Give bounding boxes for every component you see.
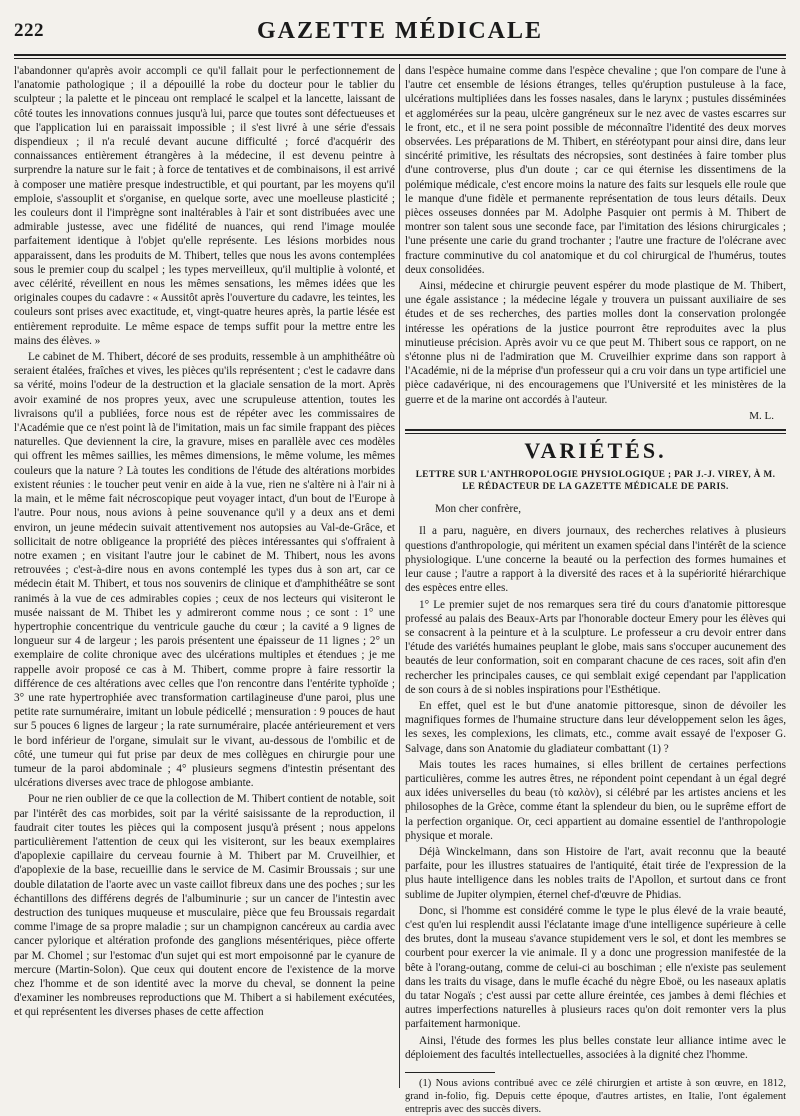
article-paragraph: l'abandonner qu'après avoir accompli ce qu'il fallait pour le perfectionnement de l'anatomie pathologique ; il a dépouillé la robe du docteur pour le tablier du sculpteur ; la palette et le pinceau ont remplacé le scalpel et la lancette, laissant de côté toutes les innovations connues jusqu'à lui, parce que toutes sont défectueuses et que l'application lui en paraissait impossible ; il s'est livré à une série d'essais dispendieux ; il n'a reculé devant aucune difficulté ; forcé d'acquérir des connaissances entièrement étrangères à la médecine, il est devenu peintre à surprendre la nature sur le fait ; à force de tentatives et de combinaisons, il est arrivé à composer une matière presque indestructible, et qui pourtant, par les moyens qu'il emploie, s'assouplit et s'organise, en quelque sorte, avec une moelleuse plasticité ; les couleurs dont il l'imprègne sont inaltérables à l'air et sont distribuées avec une admirable justesse, avec une fidélité de nuances, qui rend l'image moulée parfaitement identique à l'objet qu'elle représente. Les lésions morbides nous apparaissent, dans les produits de M. Thibert, telles que nous les avons contemplées sous le premier coup du scalpel ; les types merveilleux, qu'il multiplie à volonté, et avec célérité, réveillent en nous les mêmes sensations, les mêmes idées que les originales coupes du cadavre : « Aussitôt après l'ouverture du cadavre, les teintes, les couleurs sont prises avec exactitude, et, vingt-quatre heures après, la partie lésée est entièrement reproduite. Le même espace de temps suffit pour la mettre entre les mains des élèves. »: [14, 65, 395, 347]
author-signature: M. L.: [749, 409, 774, 422]
footnote: (1) Nous avions contribué avec ce zélé chirurgien et artiste à son œuvre, en 1812, grand in-folio, fig. Depuis cette époque, d'autres artistes, en Italie, l'ont également entrepris avec des succès divers.: [405, 1078, 786, 1115]
page-header: [14, 14, 786, 60]
letter-paragraph: Donc, si l'homme est considéré comme le type le plus élevé de la vraie beauté, c'est qu'en lui resplendit aussi l'éclatante image d'une intelligence supérieure à celle des brutes, dont la museau s'avance stupidement vers le sol, et dont les membres se courbent pour exercer la vie animale. Il y a donc une progression manifestée de la bête à l'orang-outang, comme de celui-ci au boschiman ; elle n'existe pas seulement dans les traits du visage, dans le mufle écaché du nègre Eboë, ou les naseaux aplatis du tatar Nogaïs ; c'est aussi par cette allure éreintée, ces jambes à demi fléchies et autres imperfections naturelles à plusieurs races qu'on doit remonter vers la plus parfaitement harmonique.: [405, 904, 786, 1031]
masthead-title: GAZETTE MÉDICALE: [256, 18, 544, 44]
letter-title: LETTRE SUR L'ANTHROPOLOGIE PHYSIOLOGIQUE ; PAR J.-J. VIREY, À M. LE RÉDACTEUR DE LA GAZETTE MÉDICALE DE PARIS.: [415, 469, 776, 492]
header-rule: [14, 54, 786, 56]
footnote-rule: [405, 1072, 495, 1073]
article-paragraph: dans l'espèce humaine comme dans l'espèce chevaline ; que l'on compare de l'une à l'autre cet ensemble de lésions étranges, telles qu'éruption pustuleuse à la face, ulcérations multipliées dans les fosses nasales, dans le larynx ; pustules disséminées et agglomérées sur la peau, ulcère gangréneux sur le nez avec de vastes escarres sur le front, etc., et il ne sera point possible de méconnaître l'identité des deux morves observées. Les préparations de M. Thibert, en stéréotypant pour ainsi dire, dans leur sincérité primitive, les résultats des nécropsies, sont destinées à faire tomber plus d'une controverse, plus d'un doute ; car ce qui éternise les dissentimens de la polémique médicale, c'est encore moins la nature des faits sur lesquels elle roule que le manque d'une fidèle et permanente représentation de tous leurs détails. Deux pièces osseuses données par M. Adolphe Pasquier ont permis à M. Thibert de montrer son talent sous une seconde face, par l'imitation des lésions chirurgicales ; l'une présente une carie du grand trochanter ; l'autre une fracture de l'olécrane avec fracture comminutive du col anatomique et du col chirurgical de l'humérus, toutes deux consolidées.: [405, 65, 786, 276]
article-paragraph: Pour ne rien oublier de ce que la collection de M. Thibert contient de notable, soit par l'intérêt des cas morbides, soit par la vérité saisissante de la reproduction, il faudrait citer toutes les pièces qui la composent jusqu'à présent ; nous appelons particulièrement l'attention de ceux qui les visiteront, sur les beaux exemplaires d'apoplexie capillaire du cerveau fournie à M. Thibert par M. Cruveilhier, et d'apoplexie de la base, recueillie dans le service de M. Casimir Broussais ; sur une double dilatation de l'aorte avec un vaste caillot fibreux dans une des poches ; sur les échantillons des différens degrés de l'albuminurie ; sur un cancer de l'intestin avec destruction des tuniques muqueuse et musculaire, pièce que feu Broussais regardait comme l'image de sa propre maladie ; sur un champignon cancéreux au cardia avec cancer pylorique et altération profonde des ganglions mésentériques, pièce offerte par M. Chomel ; sur l'estomac d'un sujet qui est mort empoisonné par le cyanure de mercure (Martin-Solon). Que ceux qui doutent encore de l'existence de la morve chez l'homme et de son identité avec la morve du cheval, se donnent la peine d'examiner les nombreuses reproductions que M. Thibert a si habilement exécutées, et qui représentent les diverses phases de cette affection: [14, 793, 395, 1019]
section-rule: [405, 429, 786, 431]
letter-paragraph: Mais toutes les races humaines, si elles brillent de certaines perfections particulières, comme les autres êtres, ne répondent point cependant à un égal degré aux idées universelles du beau (τὸ καλὸν), si célébré par les artistes anciens et les philosophes de la Grèce, comme étant la splendeur du bien, ou le suprême effort de la perfection organique. Or, ceci appartient au domaine essentiel de l'anthropologie physique et morale.: [405, 758, 786, 842]
article-paragraph: Le cabinet de M. Thibert, décoré de ses produits, ressemble à un amphithéâtre où seraient étalées, fraîches et vives, les pièces qu'ils représentent ; c'est le cadavre dans sa vérité, moins l'odeur de la destruction et la glaciale sensation de la mort. Après avoir examiné de nos propres yeux, avec une scrupuleuse attention, toutes les livraisons qu'il a publiées, force nous est de répéter avec les commissaires de l'Académie que ce n'est point là de l'imitation, mais un fac simile frappant des pièces naturelles. Que deviennent la cire, la gravure, mises en parallèle avec ces modèles qui offrent les mêmes saillies, les mêmes dimensions, le même volume, les mêmes couleurs que la nature ? Là toutes les conditions de l'étude des altérations morbides existent réunies : le toucher peut venir en aide à la vue, rien ne s'altère ni à l'air ni à la main, et le même fait nécroscopique peut voyager intact, d'un bout de l'Europe à l'autre. Pour nous, nous avions à peine souvenance qu'il y a deux ans et demi environ, un jeune médecin suivait attentivement nos autopsies au Val-de-Grâce, et sollicitait de notre obligeance la propriété des pièces intéressantes qui s'offraient à notre examen ; en visitant l'autre jour le cabinet de M. Thibert, nous les avons retrouvées ; c'est-à-dire nous en avons contemplé les types dus à son art, car ce médecin était M. Thibert, et tous nos souvenirs de clinique et d'amphithéâtre se sont ranimés à la vue de ces admirables copies ; ceux de nos lecteurs qui visiteront le musée naissant de M. Thibet les y admireront comme nous ; ce sont : 1° une hypertrophie concentrique du ventricule gauche du cœur ; la cavité a 9 lignes de longueur sur 4 de largeur ; les parois présentent une épaisseur de 11 lignes ; 2° un exemplaire de colite chronique avec des ulcérations multiples et étendues ; je me rappelle avoir proposé ce cas à M. Thibert, comme propre à faire ressortir la différence de ces altérations avec celles que l'on rencontre dans l'entérite typhoïde ; 3° une rate hypertrophiée avec transformation cartilagineuse d'une paroi, plus une petite rate surnuméraire, imitant un lobule pédicellé ; mensuration : 9 pouces de haut sur 5 pouces 6 lignes de largeur ; la rate surnuméraire, placée antérieurement et vers le bord inférieur de l'organe, simulait sur le vivant, au-dessous de l'ombilic et de côté, une tumeur qui fut prise par deux de mes collègues en chirurgie pour une tumeur de la paroi abdominale ; 4° plusieurs segmens d'intestin présentant des ulcérations diverses avec trace de phlogose ambiante.: [14, 351, 395, 790]
letter-paragraph: Déjà Winckelmann, dans son Histoire de l'art, avait reconnu que la beauté parfaite, pour les illustres statuaires de l'antiquité, était tirée de l'expression de la plus haute intelligence dans les nobles traits de l'Apollon, et surtout dans ce front sublime de Jupiter olympien, éternel chef-d'œuvre de Phidias.: [405, 845, 786, 901]
letter-paragraph: Ainsi, l'étude des formes les plus belles constate leur alliance intime avec le déploiement des facultés intellectuelles, associées à la dignité chez l'homme.: [405, 1034, 786, 1061]
article-paragraph: Ainsi, médecine et chirurgie peuvent espérer du mode plastique de M. Thibert, une égale assistance ; la médecine légale y trouvera un puissant auxiliaire de ses études et de ses recherches, des parties molles dont la conservation prolongée intéresse les opérations de la justice pourront être reproduites avec la plus minutieuse précision. Après avoir vu ce que peut M. Thibert sous ce rapport, on ne s'étonne plus ni de l'admiration que M. Cruveilhier exprime dans son rapport à l'Académie, ni de la méprise d'un professeur qui a cru voir dans un type artificiel une pièce cadavérique, ni des encouragemens que l'Université et les ministères de la guerre et de la marine ont accordés à l'auteur.: [405, 280, 786, 406]
left-column: [14, 64, 395, 1088]
letter-paragraph: 1° Le premier sujet de nos remarques sera tiré du cours d'anatomie pittoresque professé au palais des Beaux-Arts par l'honorable docteur Emery pour les élèves qui se consacrent à la peinture et à la sculpture. Le professeur a cru devoir entrer dans l'étude des variétés humaines peuplant le globe, mais sans s'occuper aucunement des beautés de leur conformation, soit en comparant chacune de ces races, soit afin d'en rechercher les principales causes, ce qui semblait exigé cependant par l'application de son cours à de si nobles inspirations pour l'Esthétique.: [405, 598, 786, 696]
letter-greeting: Mon cher confrère,: [435, 503, 522, 516]
column-divider: [399, 64, 400, 1088]
right-column: [405, 64, 786, 1115]
section-rule-thin: [405, 433, 786, 434]
letter-paragraph: Il a paru, naguère, en divers journaux, des recherches relatives à plusieurs questions d'anthropologie, qui méritent un examen spécial dans l'intérêt de la science physiologique. L'une concerne la beauté ou la perfection des formes humaines et leur cause ; l'autre a rapport à la diversité des races et à la supériorité hiérarchique des espèces entre elles.: [405, 525, 786, 595]
header-rule-thin: [14, 58, 786, 59]
letter-paragraph: En effet, quel est le but d'une anatomie pittoresque, sinon de dévoiler les magnifiques formes de l'humaine structure dans leur développement selon les âges, les sexes, les complexions, les climats, etc., comme avait essayé de l'exposer G. Salvage, dans son Anatomie du gladiateur combattant (1) ?: [405, 699, 786, 755]
section-title: VARIÉTÉS.: [524, 438, 667, 464]
page-number: 222: [14, 20, 44, 41]
